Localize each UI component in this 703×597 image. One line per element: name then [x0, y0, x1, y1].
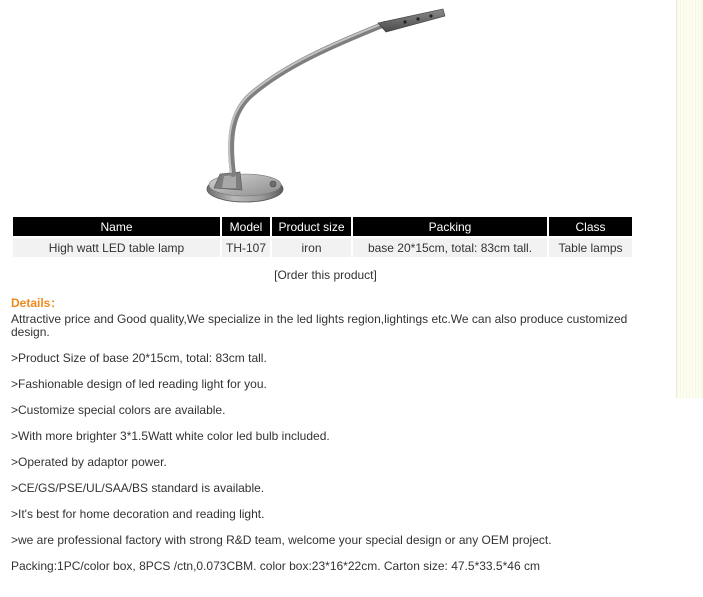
cell-class: Table lamps — [549, 238, 632, 257]
order-link-open-bracket: [ — [274, 268, 278, 282]
column-header-model: Model — [222, 217, 270, 236]
product-image-led-table-lamp — [200, 6, 450, 212]
details-item-best-use: >It's best for home decoration and reading light. — [11, 507, 265, 521]
details-item-fashionable-design: >Fashionable design of led reading light for you. — [11, 377, 267, 391]
details-item-adaptor-power: >Operated by adaptor power. — [11, 455, 167, 469]
details-item-factory: >we are professional factory with strong R&D team, welcome your special design or any OEM project. — [11, 533, 552, 547]
details-body — [11, 313, 659, 573]
order-product-link-wrapper — [0, 268, 651, 282]
product-spec-table — [11, 215, 634, 259]
details-packing: Packing:1PC/color box, 8PCS /ctn,0.073CBM. color box:23*16*22cm. Carton size: 47.5*33.5*46 cm — [11, 559, 540, 573]
details-item-standards: >CE/GS/PSE/UL/SAA/BS standard is available. — [11, 481, 265, 495]
column-header-product-size: Product size — [272, 217, 351, 236]
column-header-class: Class — [549, 217, 632, 236]
table-row — [13, 238, 632, 257]
order-link-close-bracket: ] — [373, 268, 377, 282]
details-item-product-size: >Product Size of base 20*15cm, total: 83cm tall. — [11, 351, 267, 365]
details-heading: Details： — [11, 296, 63, 310]
column-header-name: Name — [13, 217, 220, 236]
details-item-custom-colors: >Customize special colors are available. — [11, 403, 226, 417]
table-header-row — [13, 217, 632, 236]
cell-packing: base 20*15cm, total: 83cm tall. — [353, 238, 547, 257]
cell-model: TH-107 — [222, 238, 270, 257]
decorative-right-strip — [676, 0, 703, 398]
details-item-led-bulb: >With more brighter 3*1.5Watt white color led bulb included. — [11, 429, 330, 443]
order-this-product-link[interactable]: Order this product — [277, 268, 374, 282]
column-header-packing: Packing — [353, 217, 547, 236]
cell-product-size: iron — [272, 238, 351, 257]
details-intro: Attractive price and Good quality,We specialize in the led lights region,lightings etc.We can also produce customized design. — [11, 312, 628, 339]
cell-name: High watt LED table lamp — [13, 238, 220, 257]
